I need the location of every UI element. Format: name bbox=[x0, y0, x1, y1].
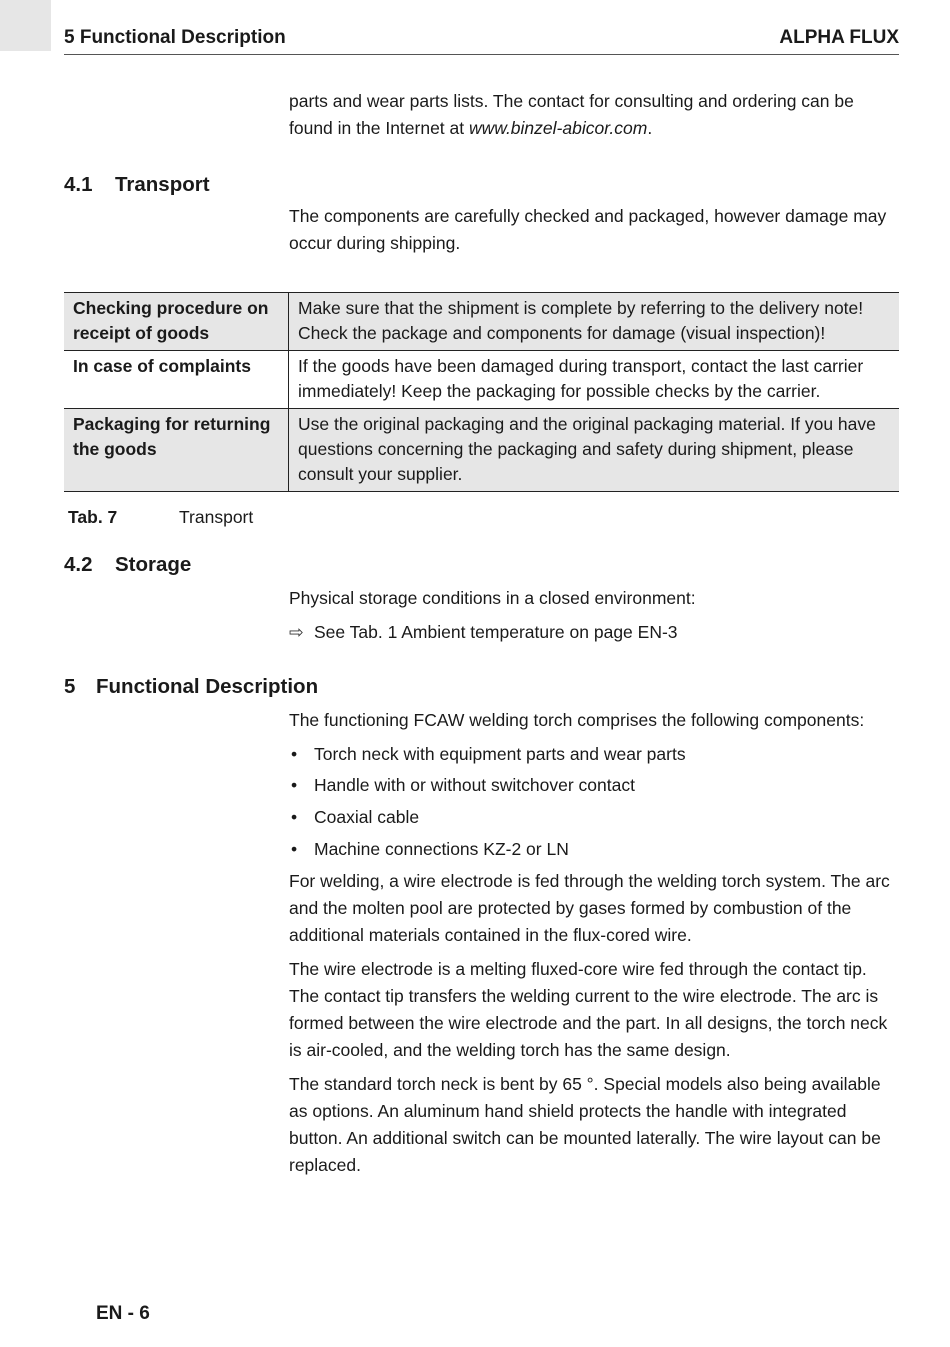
transport-table bbox=[64, 292, 899, 492]
storage-text: Physical storage conditions in a closed environment: bbox=[289, 588, 696, 608]
table-row bbox=[64, 351, 899, 409]
table-row-label: In case of complaints bbox=[64, 351, 289, 409]
list-item bbox=[289, 805, 419, 829]
intro-text: parts and wear parts lists. The contact for consulting and ordering can be found in the Internet at bbox=[289, 91, 854, 138]
functional-paragraph-2 bbox=[289, 956, 901, 1064]
list-item-text: Handle with or without switchover contact bbox=[314, 775, 635, 795]
heading-title: Functional Description bbox=[96, 675, 319, 698]
page-corner-tab bbox=[0, 0, 51, 51]
intro-end: . bbox=[647, 118, 653, 138]
bullet-icon: • bbox=[291, 744, 298, 764]
transport-text: The components are carefully checked and packaged, however damage may occur during shipping. bbox=[289, 206, 887, 253]
heading-storage bbox=[64, 552, 191, 578]
bullet-icon: • bbox=[291, 775, 298, 795]
table-row bbox=[64, 409, 899, 492]
bullet-icon: • bbox=[291, 839, 298, 859]
table-caption-title: Transport bbox=[179, 507, 254, 527]
table-row bbox=[64, 293, 899, 351]
table-row-text: Make sure that the shipment is complete by referring to the delivery note! Check the package and components for damage (visual inspection)! bbox=[298, 298, 864, 343]
table-row-label: Checking procedure on receipt of goods bbox=[64, 293, 289, 351]
heading-title: Transport bbox=[115, 173, 210, 196]
heading-functional-description bbox=[64, 674, 318, 700]
table-caption-number: Tab. 7 bbox=[68, 507, 118, 527]
list-item bbox=[289, 837, 569, 861]
paragraph-text: For welding, a wire electrode is fed through the welding torch system. The arc and the molten pool are protected by gases formed by combustion of the additional materials contained in the flux-cored wire. bbox=[289, 871, 890, 945]
functional-intro: The functioning FCAW welding torch comprises the following components: bbox=[289, 710, 865, 730]
table-row-label: Packaging for returning the goods bbox=[64, 409, 289, 492]
paragraph-text: The wire electrode is a melting fluxed-core wire fed through the contact tip. The contact tip transfers the welding current to the wire electrode. The arc is formed between the wire electrode and the part. In all designs, the torch neck is air-cooled, and the welding torch has the same design. bbox=[289, 959, 888, 1060]
heading-title: Storage bbox=[115, 553, 192, 576]
bullet-icon: • bbox=[291, 807, 298, 827]
table-caption bbox=[68, 505, 253, 529]
list-item-text: Torch neck with equipment parts and wear parts bbox=[314, 744, 686, 764]
heading-number: 4.2 bbox=[64, 553, 93, 576]
page-number: EN - 6 bbox=[96, 1303, 150, 1324]
storage-reference-text: See Tab. 1 Ambient temperature on page EN-3 bbox=[314, 622, 678, 642]
list-item bbox=[289, 742, 686, 766]
arrow-right-icon: ⇨ bbox=[289, 622, 304, 642]
header-section-title: 5 Functional Description bbox=[64, 27, 286, 48]
functional-paragraph-3 bbox=[289, 1071, 901, 1179]
heading-number: 4.1 bbox=[64, 173, 93, 196]
list-item-text: Coaxial cable bbox=[314, 807, 420, 827]
functional-paragraph-1 bbox=[289, 868, 901, 949]
intro-paragraph bbox=[289, 88, 901, 142]
header-product-name: ALPHA FLUX bbox=[779, 27, 899, 48]
heading-transport bbox=[64, 172, 210, 198]
heading-number: 5 bbox=[64, 675, 76, 698]
list-item-text: Machine connections KZ-2 or LN bbox=[314, 839, 569, 859]
list-item bbox=[289, 773, 635, 797]
website-link[interactable]: www.binzel-abicor.com bbox=[469, 118, 648, 138]
storage-reference[interactable] bbox=[289, 620, 678, 644]
table-row-text: If the goods have been damaged during transport, contact the last carrier immediately! Keep the packaging for possible checks by the carrier. bbox=[298, 356, 864, 401]
table-row-text: Use the original packaging and the original packaging material. If you have questions concerning the packaging and safety during shipment, please consult your supplier. bbox=[298, 414, 876, 484]
paragraph-text: The standard torch neck is bent by 65 °. Special models also being available as options. An aluminum hand shield protects the handle with integrated button. An additional switch can be mounted laterally. The wire layout can be replaced. bbox=[289, 1074, 881, 1175]
header-divider bbox=[64, 54, 899, 55]
transport-paragraph bbox=[289, 203, 901, 257]
